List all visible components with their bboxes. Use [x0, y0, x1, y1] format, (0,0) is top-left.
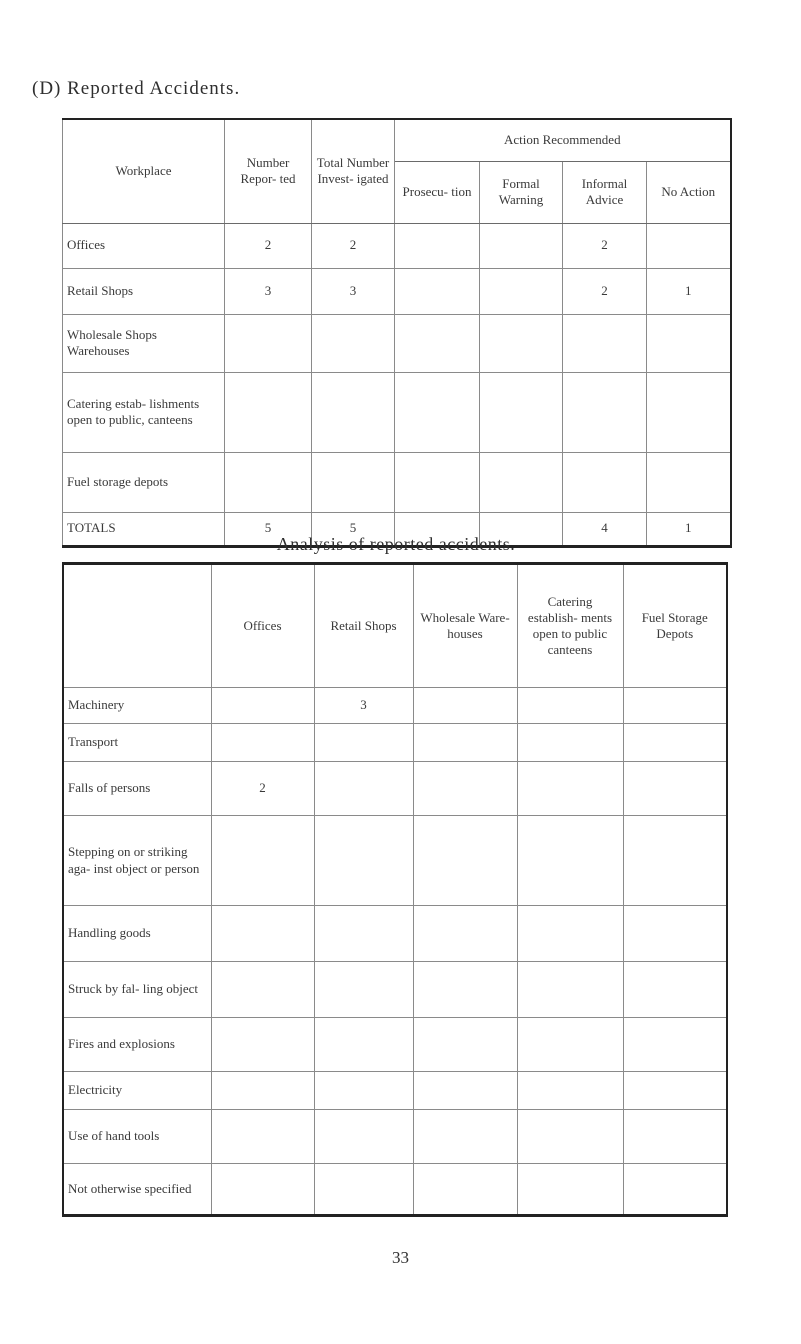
- cell-reported: 5: [225, 512, 312, 546]
- col-header-no-action: No Action: [647, 161, 731, 223]
- cell-fuel: [623, 816, 727, 906]
- cell-prosecution: [395, 223, 480, 268]
- col-header-fuel-storage: Fuel Storage Depots: [623, 564, 727, 688]
- row-label: Fuel storage depots: [63, 452, 225, 512]
- cell-formal-warning: [480, 268, 563, 314]
- cell-no-action: [647, 452, 731, 512]
- cell-fuel: [623, 906, 727, 962]
- cell-prosecution: [395, 452, 480, 512]
- cell-investigated: [312, 452, 395, 512]
- cell-informal-advice: 2: [563, 223, 647, 268]
- cell-wholesale: [413, 1164, 517, 1216]
- cell-wholesale: [413, 1110, 517, 1164]
- cell-wholesale: [413, 906, 517, 962]
- table-row: [63, 688, 727, 724]
- row-label: TOTALS: [63, 512, 225, 546]
- cell-fuel: [623, 962, 727, 1018]
- cell-catering: [517, 906, 623, 962]
- cell-fuel: [623, 724, 727, 762]
- cell-reported: [225, 372, 312, 452]
- col-header-prosecution: Prosecu- tion: [395, 161, 480, 223]
- table-row: [63, 268, 731, 314]
- table-row: [63, 1164, 727, 1216]
- cell-offices: [211, 688, 314, 724]
- cell-catering: [517, 724, 623, 762]
- row-label: Machinery: [63, 688, 211, 724]
- col-header-total-investigated: Total Number Invest- igated: [312, 119, 395, 223]
- row-label: Offices: [63, 223, 225, 268]
- col-header-retail-shops: Retail Shops: [314, 564, 413, 688]
- cell-no-action: [647, 372, 731, 452]
- cell-offices: [211, 962, 314, 1018]
- cell-retail: [314, 1164, 413, 1216]
- cell-prosecution: [395, 314, 480, 372]
- cell-catering: [517, 1018, 623, 1072]
- cell-retail: [314, 906, 413, 962]
- row-label: Electricity: [63, 1072, 211, 1110]
- cell-retail: [314, 1110, 413, 1164]
- table-row: [63, 724, 727, 762]
- cell-prosecution: [395, 268, 480, 314]
- table-row: [63, 816, 727, 906]
- cell-retail: [314, 1072, 413, 1110]
- table-row: [63, 223, 731, 268]
- cell-informal-advice: [563, 372, 647, 452]
- cell-reported: [225, 314, 312, 372]
- col-header-formal-warning: Formal Warning: [480, 161, 563, 223]
- cell-formal-warning: [480, 314, 563, 372]
- cell-offices: [211, 1164, 314, 1216]
- cell-offices: [211, 1072, 314, 1110]
- cell-wholesale: [413, 962, 517, 1018]
- cell-wholesale: [413, 688, 517, 724]
- cell-offices: [211, 724, 314, 762]
- cell-wholesale: [413, 1072, 517, 1110]
- cell-catering: [517, 762, 623, 816]
- col-header-action-recommended: Action Recommended: [395, 119, 731, 161]
- table-row: [63, 1110, 727, 1164]
- row-label: Retail Shops: [63, 268, 225, 314]
- cell-offices: [211, 906, 314, 962]
- table-row: [63, 314, 731, 372]
- cell-investigated: [312, 372, 395, 452]
- cell-offices: [211, 816, 314, 906]
- section-title: (D) Reported Accidents.: [32, 78, 241, 99]
- cell-investigated: 5: [312, 512, 395, 546]
- cell-no-action: [647, 314, 731, 372]
- reported-accidents-table: [62, 118, 732, 548]
- cell-catering: [517, 1110, 623, 1164]
- cell-formal-warning: [480, 452, 563, 512]
- cell-offices: 2: [211, 762, 314, 816]
- cell-wholesale: [413, 816, 517, 906]
- cell-investigated: 2: [312, 223, 395, 268]
- cell-fuel: [623, 1018, 727, 1072]
- row-label: Falls of persons: [63, 762, 211, 816]
- table-caption: Analysis of reported accidents.: [276, 534, 516, 554]
- row-label: Catering estab- lishments open to public, canteens: [63, 372, 225, 452]
- cell-wholesale: [413, 1018, 517, 1072]
- cell-investigated: 3: [312, 268, 395, 314]
- table-row: [63, 906, 727, 962]
- col-header-informal-advice: Informal Advice: [563, 161, 647, 223]
- cell-informal-advice: 2: [563, 268, 647, 314]
- accident-analysis-table: [62, 562, 728, 1217]
- row-label: Stepping on or striking aga- inst object or person: [63, 816, 211, 906]
- cell-informal-advice: [563, 314, 647, 372]
- page-number: 33: [392, 1248, 409, 1267]
- col-header-workplace: Workplace: [63, 119, 225, 223]
- row-label: Not otherwise specified: [63, 1164, 211, 1216]
- cell-catering: [517, 816, 623, 906]
- table-row: [63, 1018, 727, 1072]
- cell-fuel: [623, 688, 727, 724]
- table-row: [63, 372, 731, 452]
- cell-no-action: 1: [647, 268, 731, 314]
- col-header-catering: Catering establish- ments open to public canteens: [517, 564, 623, 688]
- col-header-offices: Offices: [211, 564, 314, 688]
- cell-formal-warning: [480, 372, 563, 452]
- row-label: Transport: [63, 724, 211, 762]
- cell-wholesale: [413, 724, 517, 762]
- cell-reported: [225, 452, 312, 512]
- cell-catering: [517, 1072, 623, 1110]
- cell-fuel: [623, 1072, 727, 1110]
- cell-retail: [314, 816, 413, 906]
- cell-no-action: [647, 223, 731, 268]
- cell-retail: 3: [314, 688, 413, 724]
- cell-catering: [517, 1164, 623, 1216]
- cell-offices: [211, 1018, 314, 1072]
- col-header-wholesale-warehouses: Wholesale Ware- houses: [413, 564, 517, 688]
- cell-informal-advice: 4: [563, 512, 647, 546]
- cell-fuel: [623, 762, 727, 816]
- cell-fuel: [623, 1164, 727, 1216]
- cell-reported: 3: [225, 268, 312, 314]
- col-header-cause: [63, 564, 211, 688]
- table-row: [63, 962, 727, 1018]
- cell-retail: [314, 724, 413, 762]
- cell-investigated: [312, 314, 395, 372]
- table-row: [63, 452, 731, 512]
- cell-wholesale: [413, 762, 517, 816]
- cell-catering: [517, 962, 623, 1018]
- cell-reported: 2: [225, 223, 312, 268]
- cell-retail: [314, 762, 413, 816]
- cell-prosecution: [395, 372, 480, 452]
- table-row: [63, 1072, 727, 1110]
- cell-retail: [314, 962, 413, 1018]
- cell-no-action: 1: [647, 512, 731, 546]
- cell-retail: [314, 1018, 413, 1072]
- col-header-number-reported: Number Repor- ted: [225, 119, 312, 223]
- row-label: Use of hand tools: [63, 1110, 211, 1164]
- cell-catering: [517, 688, 623, 724]
- row-label: Handling goods: [63, 906, 211, 962]
- row-label: Wholesale Shops Warehouses: [63, 314, 225, 372]
- cell-fuel: [623, 1110, 727, 1164]
- row-label: Struck by fal- ling object: [63, 962, 211, 1018]
- cell-informal-advice: [563, 452, 647, 512]
- cell-offices: [211, 1110, 314, 1164]
- table-row: [63, 762, 727, 816]
- row-label: Fires and explosions: [63, 1018, 211, 1072]
- cell-formal-warning: [480, 223, 563, 268]
